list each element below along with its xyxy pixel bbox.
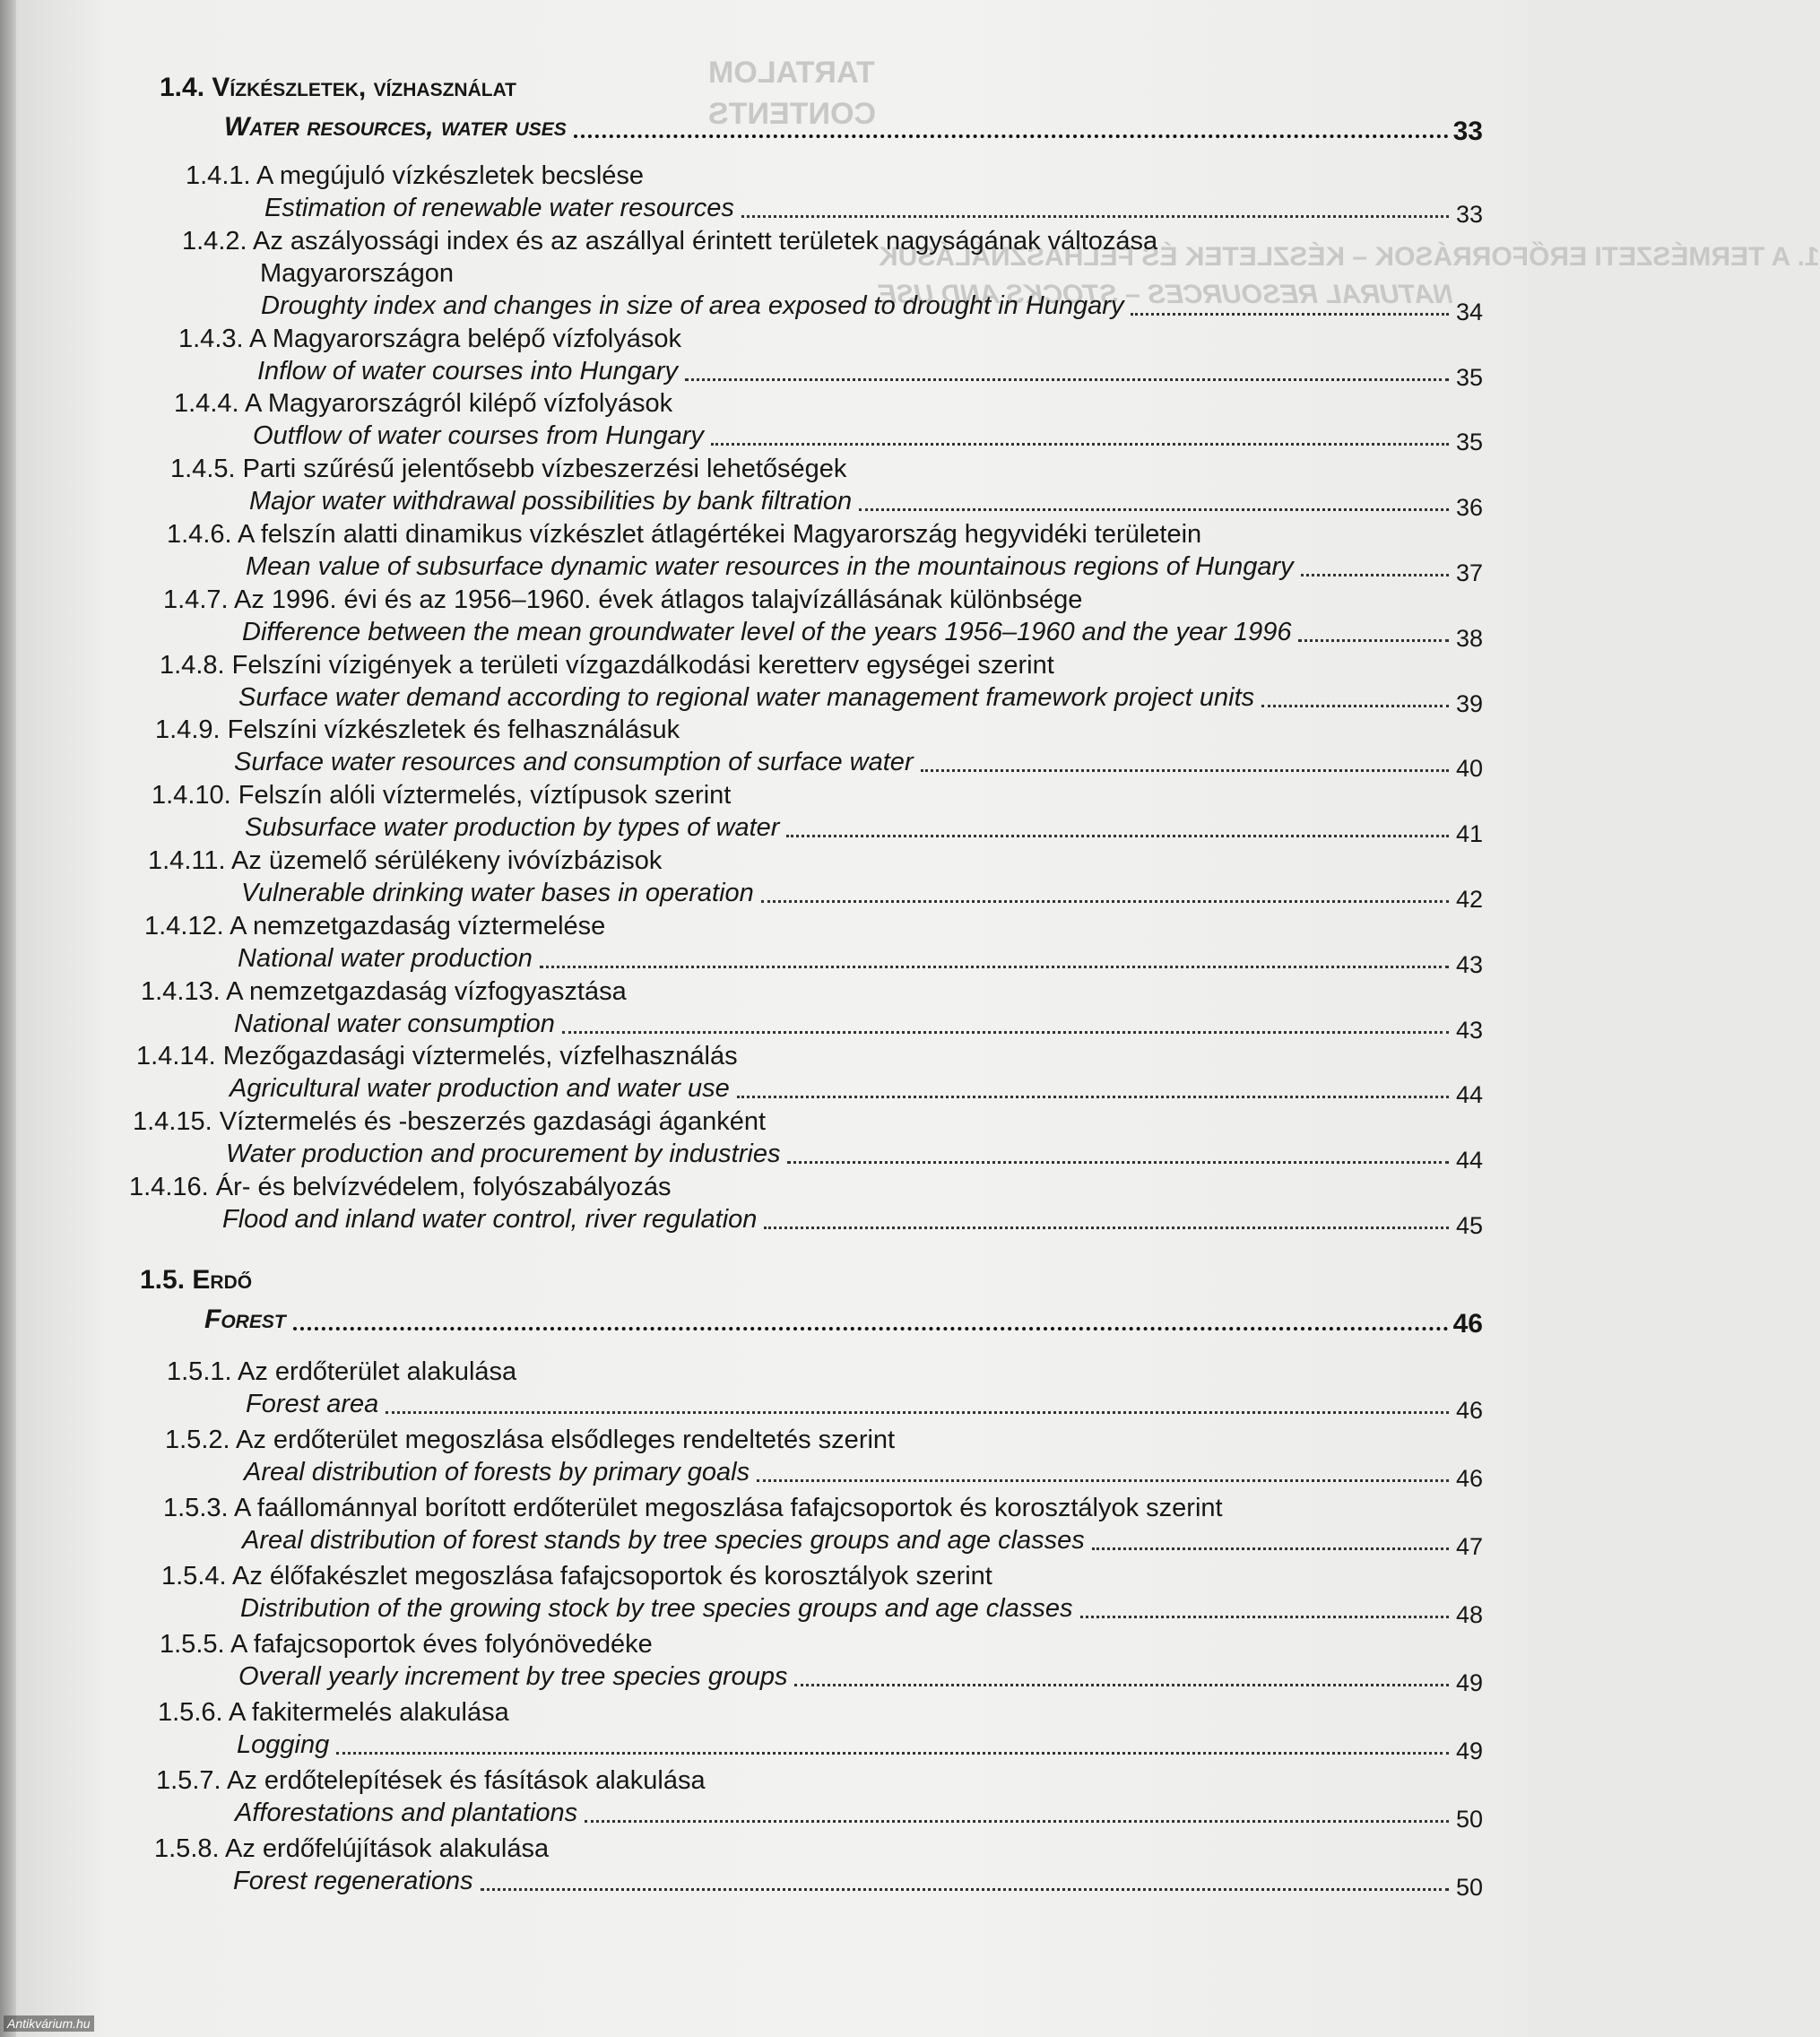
entry-title-hu: Ár- és belvízvédelem, folyószabályozás xyxy=(215,1173,672,1201)
entry-title-hu: A Magyarországra belépő vízfolyások xyxy=(249,324,682,353)
entry-title-hu: Az üzemelő sérülékeny ivóvízbázisok xyxy=(231,846,663,875)
dot-leader xyxy=(293,1325,1449,1331)
entry-number: 1.4.7. xyxy=(163,585,229,614)
watermark: Antikvárium.hu xyxy=(4,2015,94,2032)
entry-title-en: Surface water resources and consumption of surface water xyxy=(234,748,914,777)
section-page-number: 33 xyxy=(1452,117,1483,146)
entry-title-en: Logging xyxy=(237,1730,330,1759)
entry-title-en: Subsurface water production by types of water xyxy=(245,813,780,843)
section-number: 1.4. xyxy=(160,73,205,102)
section-title-en[interactable]: Forest xyxy=(204,1305,286,1334)
entry-title-hu: Mezőgazdasági víztermelés, vízfelhasználás xyxy=(222,1042,738,1071)
dot-leader xyxy=(711,441,1449,446)
bleed-through-subtitle: CONTENTS xyxy=(708,97,876,131)
dot-leader xyxy=(761,898,1449,903)
dot-leader xyxy=(737,1094,1449,1098)
entry-page-number: 34 xyxy=(1455,298,1483,325)
entry-number: 1.4.4. xyxy=(174,389,239,419)
entry-title-en: National water consumption xyxy=(234,1009,555,1038)
entry-page-number: 36 xyxy=(1455,494,1483,522)
entry-title-hu: Víztermelés és -beszerzés gazdasági áganként xyxy=(219,1107,767,1137)
entry-page-number: 44 xyxy=(1455,1147,1483,1175)
dot-leader xyxy=(1301,572,1449,576)
entry-title-hu: Parti szűrésű jelentősebb vízbeszerzési lehetőségek xyxy=(242,455,847,484)
entry-title-hu-continued: Magyarországon xyxy=(260,258,454,288)
entry-page-number: 35 xyxy=(1455,363,1483,391)
entry-title-hu: Az erdőfelújítások alakulása xyxy=(225,1834,550,1863)
entry-title-en: Major water withdrawal possibilities by bank filtration xyxy=(249,487,853,516)
dot-leader xyxy=(1261,703,1449,707)
entry-title-hu: A faállománnyal borított erdőterület megoszlása fafajcsoportok és korosztályok szerint xyxy=(234,1494,1223,1522)
entry-page-number: 39 xyxy=(1455,689,1483,717)
entry-number: 1.4.3. xyxy=(178,324,244,353)
entry-title-en: Agricultural water production and water use xyxy=(230,1074,730,1104)
section-page-number: 46 xyxy=(1452,1309,1483,1339)
entry-title-hu: Az erdőterület alakulása xyxy=(238,1357,517,1386)
dot-leader xyxy=(574,133,1449,138)
entry-page-number: 49 xyxy=(1455,1738,1483,1764)
dot-leader xyxy=(741,213,1449,218)
entry-number: 1.5.6. xyxy=(158,1698,223,1727)
entry-title-hu: A fafajcsoportok éves folyónövedéke xyxy=(230,1630,653,1659)
entry-title-hu: Az erdőtelepítések és fásítások alakulása xyxy=(227,1766,706,1795)
entry-title-hu: Az 1996. évi és az 1956–1960. évek átlagos talajvízállásának különbsége xyxy=(234,585,1083,614)
entry-number: 1.4.2. xyxy=(182,226,247,256)
entry-page-number: 50 xyxy=(1455,1806,1483,1833)
entry-title-hu: Az erdőterület megoszlása elsődleges rendeltetés szerint xyxy=(236,1426,896,1454)
entry-number: 1.4.10. xyxy=(152,781,231,810)
entry-title-en: Overall yearly increment by tree species groups xyxy=(238,1662,788,1691)
dot-leader xyxy=(481,1886,1449,1891)
dot-leader xyxy=(1080,1614,1449,1618)
entry-title-hu: Felszíni vízigények a területi vízgazdálkodási keretterv egységei szerint xyxy=(231,650,1054,680)
entry-title-en: Water production and procurement by industries xyxy=(226,1140,781,1169)
entry-title-en: Droughty index and changes in size of area exposed to drought in Hungary xyxy=(261,290,1124,320)
entry-title-hu: A felszín alatti dinamikus vízkészlet átlagértékei Magyarország hegyvidéki területein xyxy=(238,520,1202,549)
entry-title-en: National water production xyxy=(238,943,533,973)
dot-leader xyxy=(1092,1546,1449,1550)
entry-title-hu: A megújuló vízkészletek becslése xyxy=(256,161,645,190)
entry-title-en: Vulnerable drinking water bases in operation xyxy=(241,879,754,907)
entry-page-number: 46 xyxy=(1455,1465,1483,1492)
dot-leader xyxy=(1131,311,1449,316)
entry-number: 1.5.8. xyxy=(154,1834,220,1863)
section-title-en[interactable]: Water resources, water uses xyxy=(224,112,567,142)
dot-leader xyxy=(764,1225,1449,1229)
entry-page-number: 44 xyxy=(1455,1081,1483,1109)
entry-title-hu: Felszíni vízkészletek és felhasználásuk xyxy=(227,715,680,745)
entry-title-hu: Felszín alóli víztermelés, víztípusok szerint xyxy=(238,781,732,810)
bleed-through-heading-en: NATURAL RESOURCES – STOCKS AND USE xyxy=(879,280,1453,309)
bleed-through-title: TARTALOM xyxy=(708,56,875,90)
dot-leader xyxy=(859,507,1449,511)
section-title-hu: Vízkészletek, vízhasználat xyxy=(212,73,517,102)
entry-number: 1.4.15. xyxy=(133,1107,212,1137)
entry-number: 1.5.7. xyxy=(156,1766,221,1795)
entry-number: 1.4.13. xyxy=(141,976,221,1006)
entry-title-en: Afforestations and plantations xyxy=(235,1799,578,1827)
entry-page-number: 38 xyxy=(1455,624,1483,652)
entry-title-en: Distribution of the growing stock by tree species groups and age classes xyxy=(240,1594,1073,1623)
entry-number: 1.4.6. xyxy=(167,520,232,549)
entry-title-en: Areal distribution of forest stands by tree species groups and age classes xyxy=(242,1526,1085,1555)
entry-title-en: Mean value of subsurface dynamic water resources in the mountainous regions of Hungary xyxy=(246,552,1294,581)
bleed-through-heading: 1. A TERMÉSZETI ERŐFORRÁSOK – KÉSZLETEK ÉS FELHASZNÁLÁSUK xyxy=(879,242,1820,272)
entry-page-number: 48 xyxy=(1455,1601,1483,1628)
entry-title-en: Difference between the mean groundwater level of the years 1956–1960 and the year 1996 xyxy=(242,617,1292,646)
dot-leader xyxy=(386,1409,1449,1414)
entry-number: 1.5.1. xyxy=(167,1357,232,1386)
entry-page-number: 43 xyxy=(1455,1016,1483,1044)
entry-page-number: 42 xyxy=(1455,886,1483,913)
dot-leader xyxy=(685,377,1449,381)
entry-page-number: 46 xyxy=(1455,1397,1483,1424)
entry-title-hu: A nemzetgazdaság víztermelése xyxy=(230,911,606,940)
entry-number: 1.5.3. xyxy=(163,1494,229,1522)
entry-title-hu: A fakitermelés alakulása xyxy=(229,1698,509,1727)
entry-number: 1.4.1. xyxy=(186,161,251,190)
entry-page-number: 45 xyxy=(1455,1212,1483,1239)
entry-page-number: 40 xyxy=(1455,755,1483,783)
section-number: 1.5. xyxy=(140,1265,186,1295)
entry-page-number: 50 xyxy=(1455,1874,1483,1901)
entry-number: 1.4.12. xyxy=(144,911,224,940)
entry-title-en: Forest area xyxy=(246,1390,379,1418)
entry-title-hu: Az aszályossági index és az aszállyal érintett területek nagyságának változása xyxy=(253,226,1158,256)
dot-leader xyxy=(921,767,1449,772)
dot-leader xyxy=(1298,637,1449,642)
dot-leader xyxy=(787,1159,1449,1164)
entry-page-number: 41 xyxy=(1455,820,1483,848)
dot-leader xyxy=(585,1818,1449,1823)
section-title-hu: Erdő xyxy=(192,1265,253,1295)
entry-number: 1.4.16. xyxy=(129,1173,209,1201)
dot-leader xyxy=(336,1750,1449,1755)
entry-title-en: Inflow of water courses into Hungary xyxy=(257,356,679,386)
section-title xyxy=(140,1264,252,1296)
entry-page-number: 33 xyxy=(1455,201,1483,228)
entry-number: 1.4.14. xyxy=(136,1042,216,1071)
dot-leader xyxy=(562,1029,1449,1034)
entry-title-hu: A Magyarországról kilépő vízfolyások xyxy=(245,389,673,419)
entry-page-number: 43 xyxy=(1455,950,1483,978)
entry-number: 1.4.9. xyxy=(155,715,221,745)
dot-leader xyxy=(794,1682,1449,1686)
dot-leader xyxy=(786,833,1449,837)
entry-title-en: Surface water demand according to regional water management framework project units xyxy=(238,682,1255,712)
entry-title-en: Flood and inland water control, river regulation xyxy=(222,1205,758,1234)
entry-title-hu: A nemzetgazdaság vízfogyasztása xyxy=(226,976,627,1006)
entry-number: 1.5.2. xyxy=(165,1426,230,1454)
entry-title-en: Forest regenerations xyxy=(233,1867,473,1895)
entry-number: 1.5.4. xyxy=(161,1562,227,1591)
entry-number: 1.4.8. xyxy=(160,650,225,680)
dot-leader xyxy=(540,964,1449,968)
entry-page-number: 47 xyxy=(1455,1533,1483,1560)
entry-number: 1.4.5. xyxy=(170,455,236,484)
entry-number: 1.4.11. xyxy=(148,846,226,875)
dot-leader xyxy=(757,1478,1449,1482)
entry-title-en: Estimation of renewable water resources xyxy=(264,194,734,222)
entry-page-number: 49 xyxy=(1455,1669,1483,1696)
entry-title-en: Outflow of water courses from Hungary xyxy=(253,421,704,451)
entry-number: 1.5.5. xyxy=(160,1630,225,1659)
entry-page-number: 35 xyxy=(1455,429,1483,456)
section-title xyxy=(160,72,516,104)
entry-title-en: Areal distribution of forests by primary goals xyxy=(244,1458,750,1487)
entry-title-hu: Az élőfakészlet megoszlása fafajcsoportok és korosztályok szerint xyxy=(232,1562,992,1591)
entry-page-number: 37 xyxy=(1455,559,1483,586)
